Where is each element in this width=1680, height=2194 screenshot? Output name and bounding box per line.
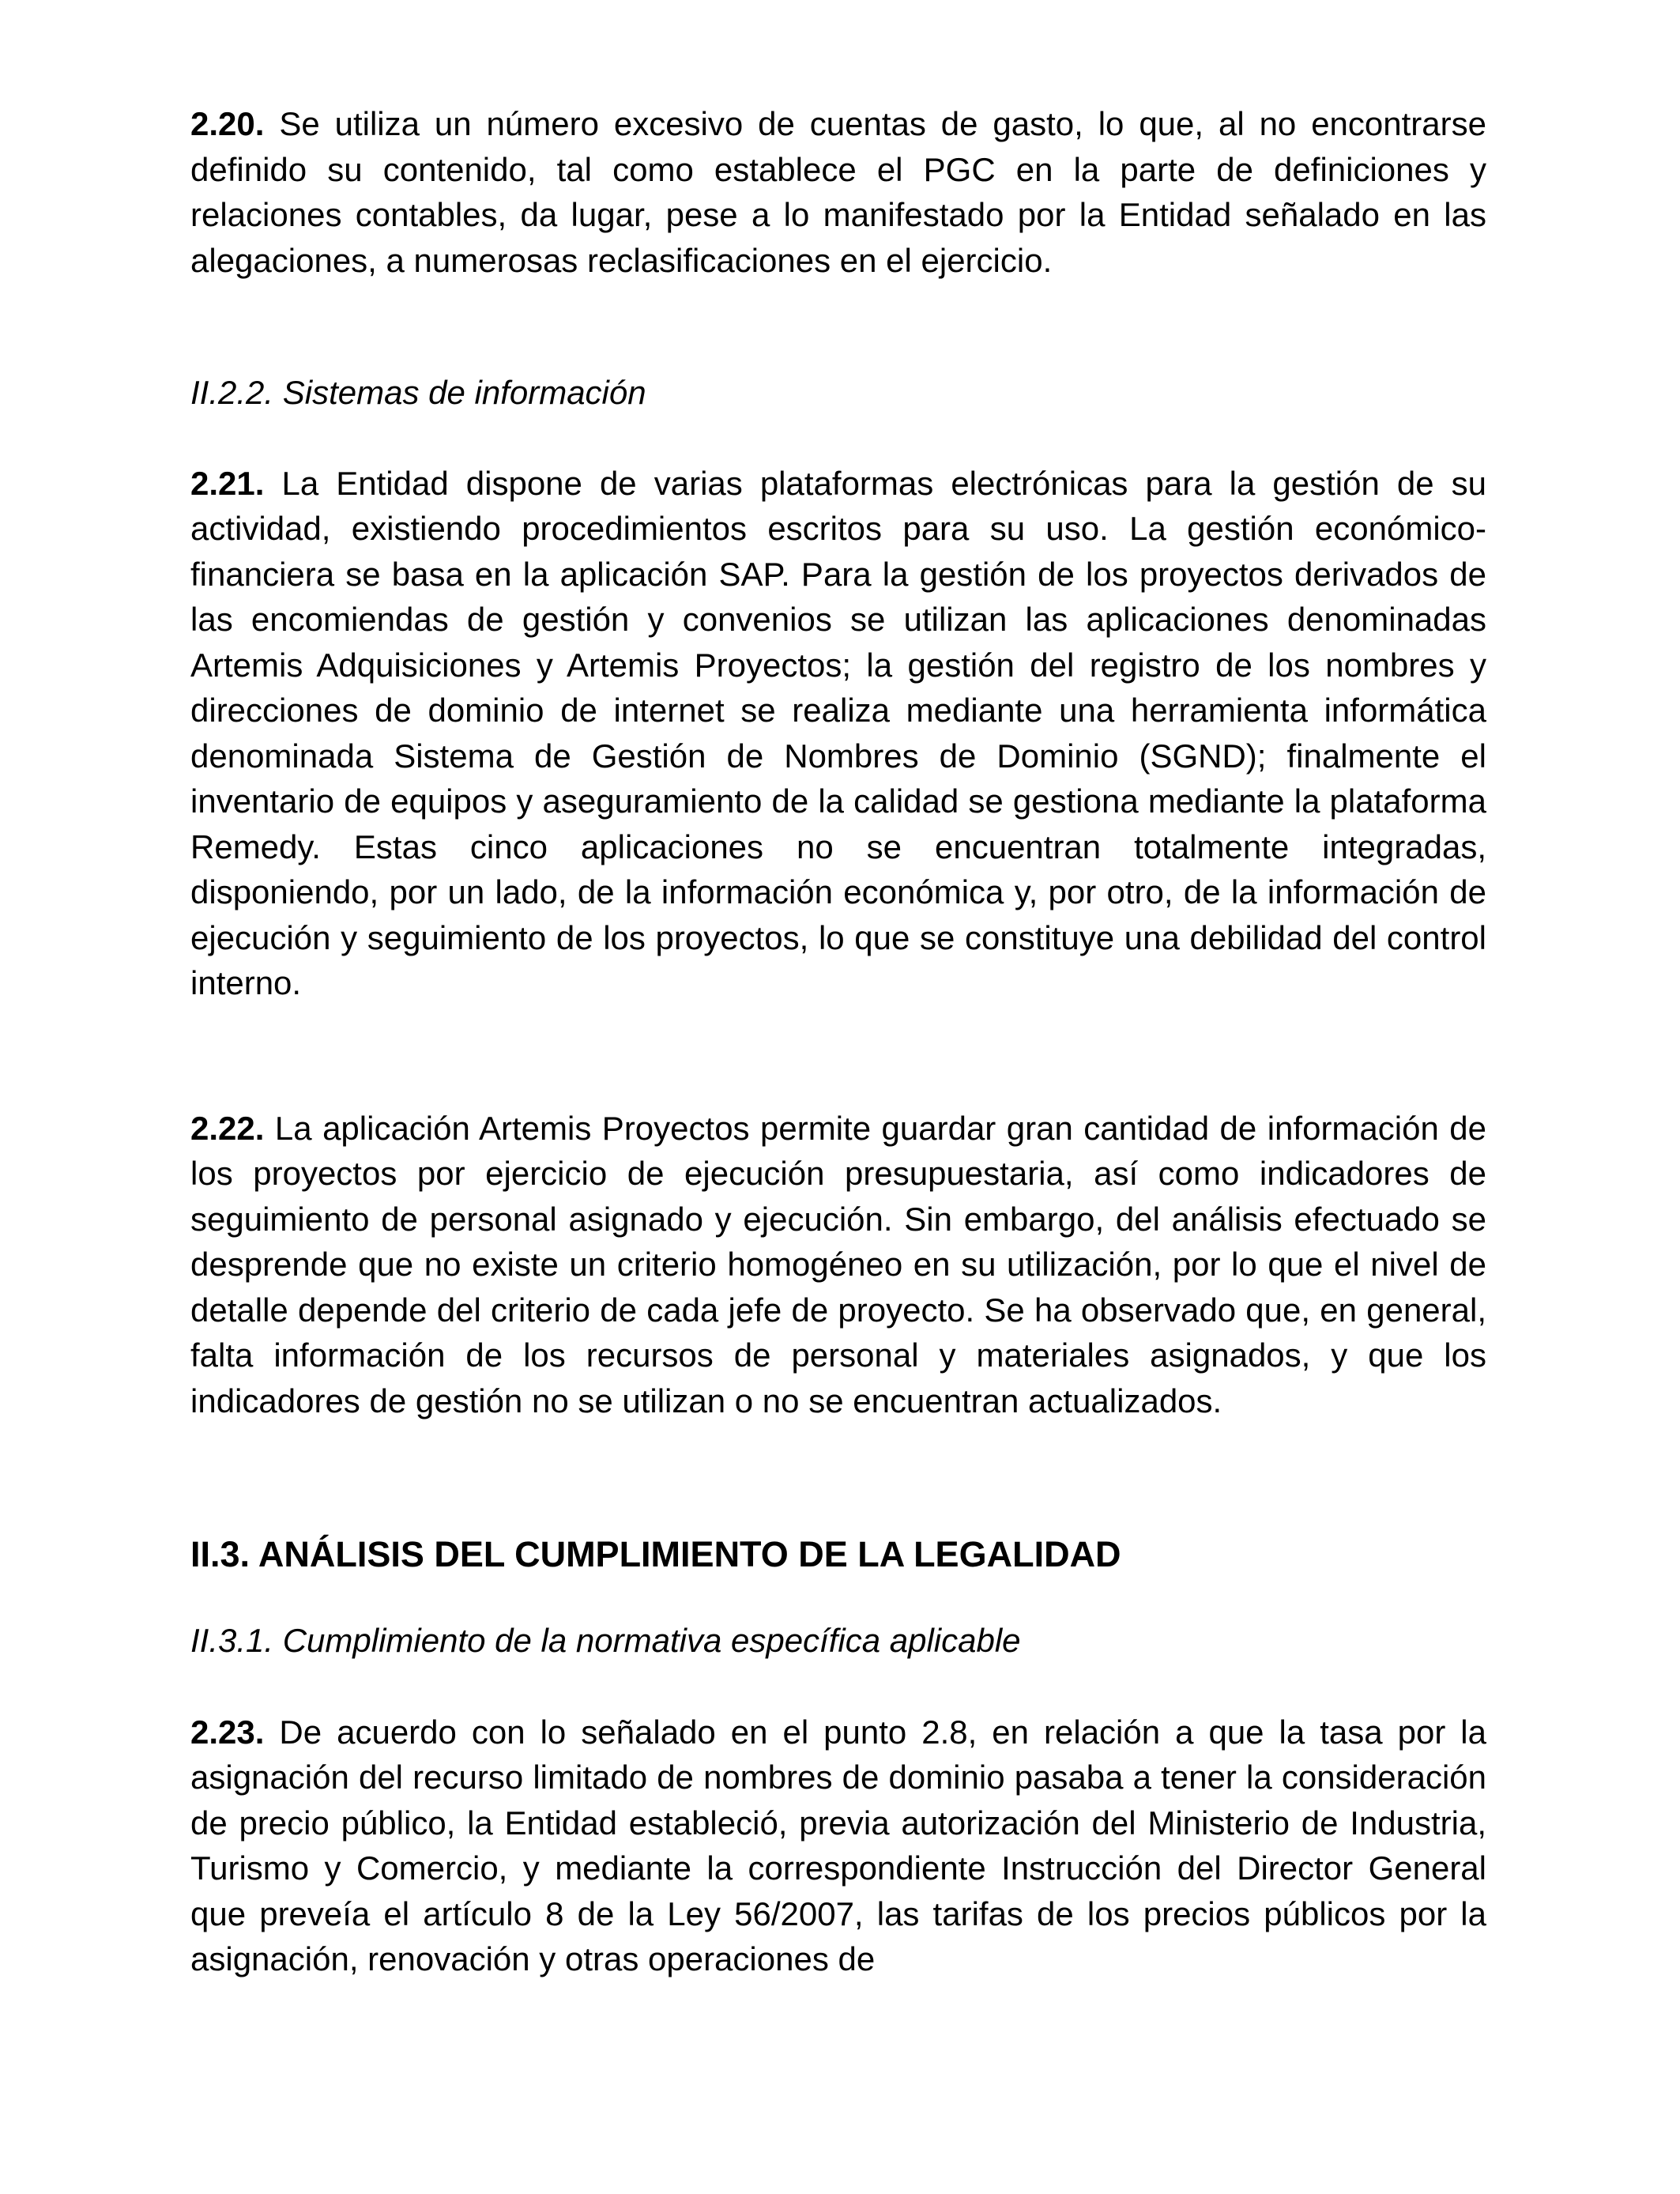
paragraph-text: La Entidad dispone de varias plataformas electrónicas para la gestión de su actividad, existiendo procedimientos escritos para su uso. La gestión económico-financiera se basa en la aplicación SAP. Para la gestión de los proyectos derivados de las encomiendas de gestión y convenios se utilizan las aplicaciones denominadas Artemis Adquisiciones y Artemis Proyectos; la gestión del registro de los nombres y direcciones de dominio de internet se realiza mediante una herramienta informática denominada Sistema de Gestión de Nombres de Dominio (SGND); finalmente el inventario de equipos y aseguramiento de la calidad se gestiona mediante la plataforma Remedy. Estas cinco aplicaciones no se encuentran totalmente integradas, disponiendo, por un lado, de la información económica y, por otro, de la información de ejecución y seguimiento de los proyectos, lo que se constituye una debilidad del control interno. [190, 464, 1486, 1001]
paragraph-text: Se utiliza un número excesivo de cuentas de gasto, lo que, al no encontrarse definido su contenido, tal como establece el PGC en la parte de definiciones y relaciones contables, da lugar, pese a lo manifestado por la Entidad señalado en las alegaciones, a numerosas reclasificaciones en el ejercicio. [190, 105, 1486, 279]
paragraph-2-20 [190, 101, 1486, 283]
paragraph-number: 2.21. [190, 464, 265, 502]
document-page [190, 101, 1486, 1982]
paragraph-number: 2.22. [190, 1109, 265, 1147]
section-heading-analisis-legalidad: II.3. ANÁLISIS DEL CUMPLIMIENTO DE LA LEGALIDAD [190, 1534, 1121, 1574]
paragraph-text: De acuerdo con lo señalado en el punto 2.8, en relación a que la tasa por la asignación del recurso limitado de nombres de dominio pasaba a tener la consideración de precio público, la Entidad estableció, previa autorización del Ministerio de Industria, Turismo y Comercio, y mediante la correspondiente Instrucción del Director General que preveía el artículo 8 de la Ley 56/2007, las tarifas de los precios públicos por la asignación, renovación y otras operaciones de [190, 1713, 1486, 1977]
paragraph-2-21 [190, 461, 1486, 1006]
paragraph-number: 2.23. [190, 1713, 265, 1751]
subheading-sistemas-de-informacion: II.2.2. Sistemas de información [190, 374, 646, 411]
paragraph-number: 2.20. [190, 105, 265, 142]
paragraph-text: La aplicación Artemis Proyectos permite guardar gran cantidad de información de los proyectos por ejercicio de ejecución presupuestaria, así como indicadores de seguimiento de personal asignado y ejecución. Sin embargo, del análisis efectuado se desprende que no existe un criterio homogéneo en su utilización, por lo que el nivel de detalle depende del criterio de cada jefe de proyecto. Se ha observado que, en general, falta información de los recursos de personal y materiales asignados, y que los indicadores de gestión no se utilizan o no se encuentran actualizados. [190, 1109, 1486, 1419]
paragraph-2-22 [190, 1106, 1486, 1424]
paragraph-2-23 [190, 1710, 1486, 1982]
subheading-cumplimiento-normativa: II.3.1. Cumplimiento de la normativa específica aplicable [190, 1622, 1021, 1659]
